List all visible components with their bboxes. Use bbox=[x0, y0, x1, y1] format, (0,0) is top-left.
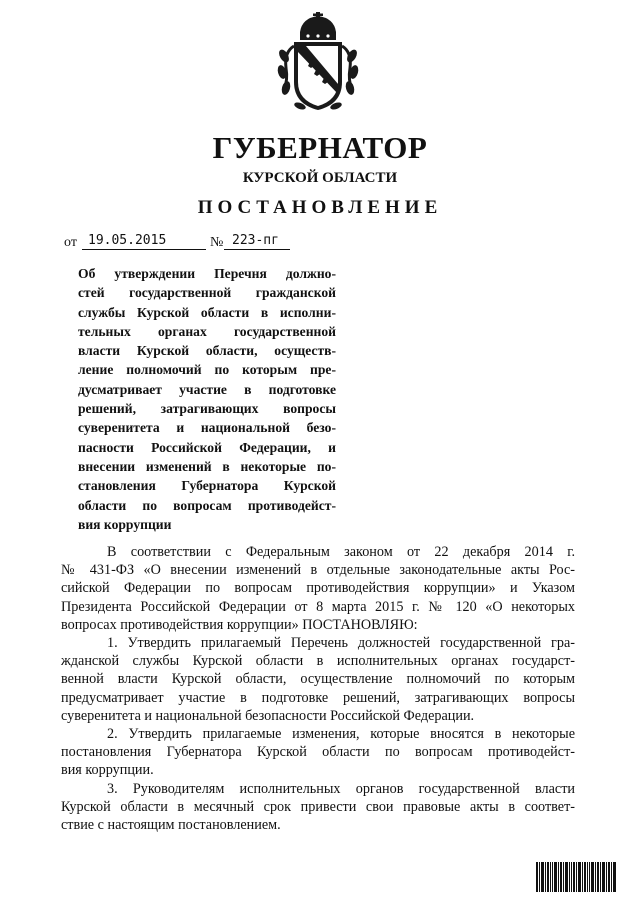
body-line: вия коррупции. bbox=[61, 762, 154, 779]
body-line: 3. Руководителям исполнительных органов государственной власти bbox=[107, 780, 575, 797]
subject-line: вия коррупции bbox=[78, 516, 172, 532]
subject-line: власти Курской области, осуществ- bbox=[78, 343, 336, 359]
document-title: ГУБЕРНАТОР bbox=[212, 130, 428, 165]
coat-of-arms-emblem bbox=[270, 12, 366, 118]
body-line: вопросах противодействия коррупции» ПОСТАНОВЛЯЮ: bbox=[61, 616, 418, 633]
subject-line: тельных органах государственной bbox=[78, 323, 336, 339]
subject-line: области по вопросам противодейст- bbox=[78, 497, 336, 513]
body-line: сийской Федерации по вопросам противодействия коррупции» и Указом bbox=[61, 580, 575, 597]
body-line: венной власти Курской области, осуществление полномочий по которым bbox=[61, 671, 575, 688]
subject-line: суверенитета и национальной безо- bbox=[78, 420, 336, 436]
subject-heading bbox=[78, 264, 336, 534]
number-underline bbox=[224, 249, 290, 250]
body-line: В соответствии с Федеральным законом от 22 декабря 2014 г. bbox=[107, 544, 575, 560]
subject-line: внесении изменений в некоторые по- bbox=[78, 458, 336, 474]
body-line: 2. Утвердить прилагаемые изменения, которые вносятся в некоторые bbox=[107, 726, 575, 743]
body-line: ствие с настоящим постановлением. bbox=[61, 817, 281, 834]
date-value: 19.05.2015 bbox=[88, 233, 167, 248]
subject-line: решений, затрагивающих вопросы bbox=[78, 401, 336, 417]
date-underline bbox=[82, 249, 206, 250]
body-line: суверенитета и национальной безопасности Российской Федерации. bbox=[61, 707, 475, 724]
body-line: постановления Губернатора Курской области по вопросам противодейст- bbox=[61, 744, 575, 761]
document-type: ПОСТАНОВЛЕНИЕ bbox=[197, 197, 443, 218]
subject-line: пасности Российской Федерации, и bbox=[78, 439, 336, 455]
body-line: Президента Российской Федерации от 8 марта 2015 г. № 120 «О некоторых bbox=[61, 598, 575, 615]
subject-line: становления Губернатора Курской bbox=[78, 478, 336, 494]
body-line: жданской службы Курской области в исполнительных органах государст- bbox=[61, 653, 575, 670]
subject-line: службы Курской области в исполни- bbox=[78, 304, 336, 320]
date-label: от bbox=[64, 235, 77, 250]
subject-line: Об утверждении Перечня должно- bbox=[78, 266, 336, 281]
document-body bbox=[61, 543, 575, 834]
subject-line: ление полномочий по которым пре- bbox=[78, 362, 336, 378]
number-label: № bbox=[210, 235, 224, 250]
body-line: Курской области в месячный срок привести свои правовые акты в соответ- bbox=[61, 798, 575, 815]
number-value: 223-пг bbox=[232, 233, 279, 248]
region-name: КУРСКОЙ ОБЛАСТИ bbox=[242, 170, 398, 186]
barcode-image bbox=[536, 862, 616, 892]
subject-line: стей государственной гражданской bbox=[78, 285, 336, 301]
body-line: 1. Утвердить прилагаемый Перечень должностей государственной гра- bbox=[107, 635, 575, 652]
subject-line: дусматривает участие в подготовке bbox=[78, 381, 336, 397]
body-line: № 431-ФЗ «О внесении изменений в отдельные законодательные акты Рос- bbox=[61, 562, 575, 579]
body-line: предусматривает участие в подготовке решений, затрагивающих вопросы bbox=[61, 689, 575, 706]
